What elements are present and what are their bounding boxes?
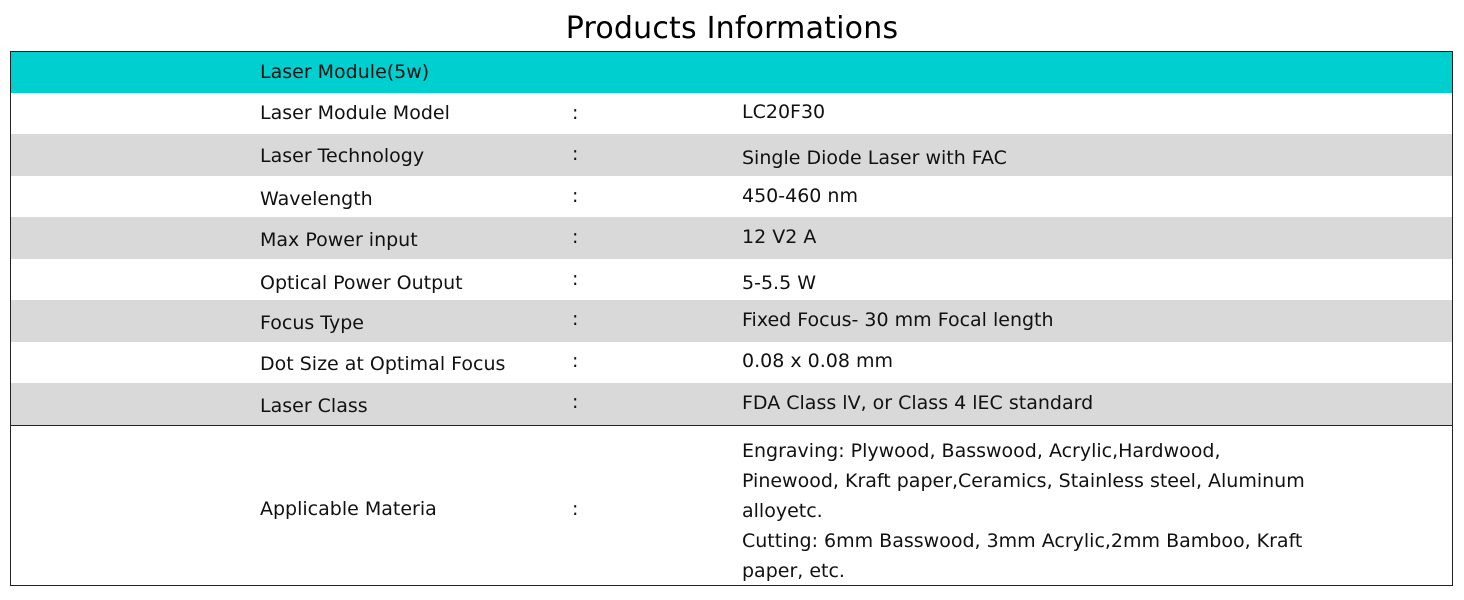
row-value: Fixed Focus- 30 mm Focal length — [742, 309, 1054, 331]
section-header-row — [11, 52, 1452, 93]
row-label: Laser Class — [260, 395, 368, 417]
row-colon: : — [572, 391, 579, 413]
materials-line: Cutting: 6mm Basswood, 3mm Acrylic,2mm Bamboo, Kraft — [742, 530, 1303, 552]
row-value: LC20F30 — [742, 101, 826, 123]
materials-line: alloyetc. — [742, 500, 823, 522]
row-colon: : — [572, 350, 579, 372]
table-row — [11, 217, 1452, 259]
row-label: Focus Type — [260, 312, 364, 334]
row-colon: : — [572, 308, 579, 330]
row-value: 5-5.5 W — [742, 272, 816, 294]
row-label: Max Power input — [260, 229, 418, 251]
materials-line: Pinewood, Kraft paper,Ceramics, Stainless steel, Aluminum — [742, 470, 1305, 492]
row-value: 0.08 x 0.08 mm — [742, 350, 893, 372]
table-row — [11, 134, 1452, 176]
row-value: Single Diode Laser with FAC — [742, 147, 1007, 169]
materials-row — [11, 425, 1452, 585]
row-value: 450-460 nm — [742, 185, 858, 207]
row-label: Applicable Materia — [260, 498, 437, 520]
materials-value — [742, 436, 1305, 586]
row-value: FDA Class lV, or Class 4 lEC standard — [742, 392, 1094, 414]
table-row — [11, 259, 1452, 300]
product-info-table — [10, 51, 1453, 586]
row-colon: : — [572, 143, 579, 165]
table-row — [11, 383, 1452, 425]
materials-line: paper, etc. — [742, 560, 845, 582]
page-title: Products Informations — [565, 11, 899, 46]
row-colon: : — [572, 268, 579, 290]
row-label: Laser Module Model — [260, 102, 450, 124]
materials-line: Engraving: Plywood, Basswood, Acrylic,Hardwood, — [742, 440, 1221, 462]
table-row — [11, 93, 1452, 134]
table-row — [11, 342, 1452, 383]
table-row — [11, 300, 1452, 342]
row-label: Dot Size at Optimal Focus — [260, 353, 506, 375]
row-label: Wavelength — [260, 188, 373, 210]
row-colon: : — [572, 102, 579, 124]
section-header-label: Laser Module(5w) — [260, 61, 430, 83]
row-label: Optical Power Output — [260, 272, 463, 294]
table-row — [11, 176, 1452, 217]
row-value: 12 V2 A — [742, 226, 817, 248]
row-colon: : — [572, 498, 579, 520]
row-colon: : — [572, 185, 579, 207]
row-label: Laser Technology — [260, 145, 425, 167]
row-colon: : — [572, 226, 579, 248]
